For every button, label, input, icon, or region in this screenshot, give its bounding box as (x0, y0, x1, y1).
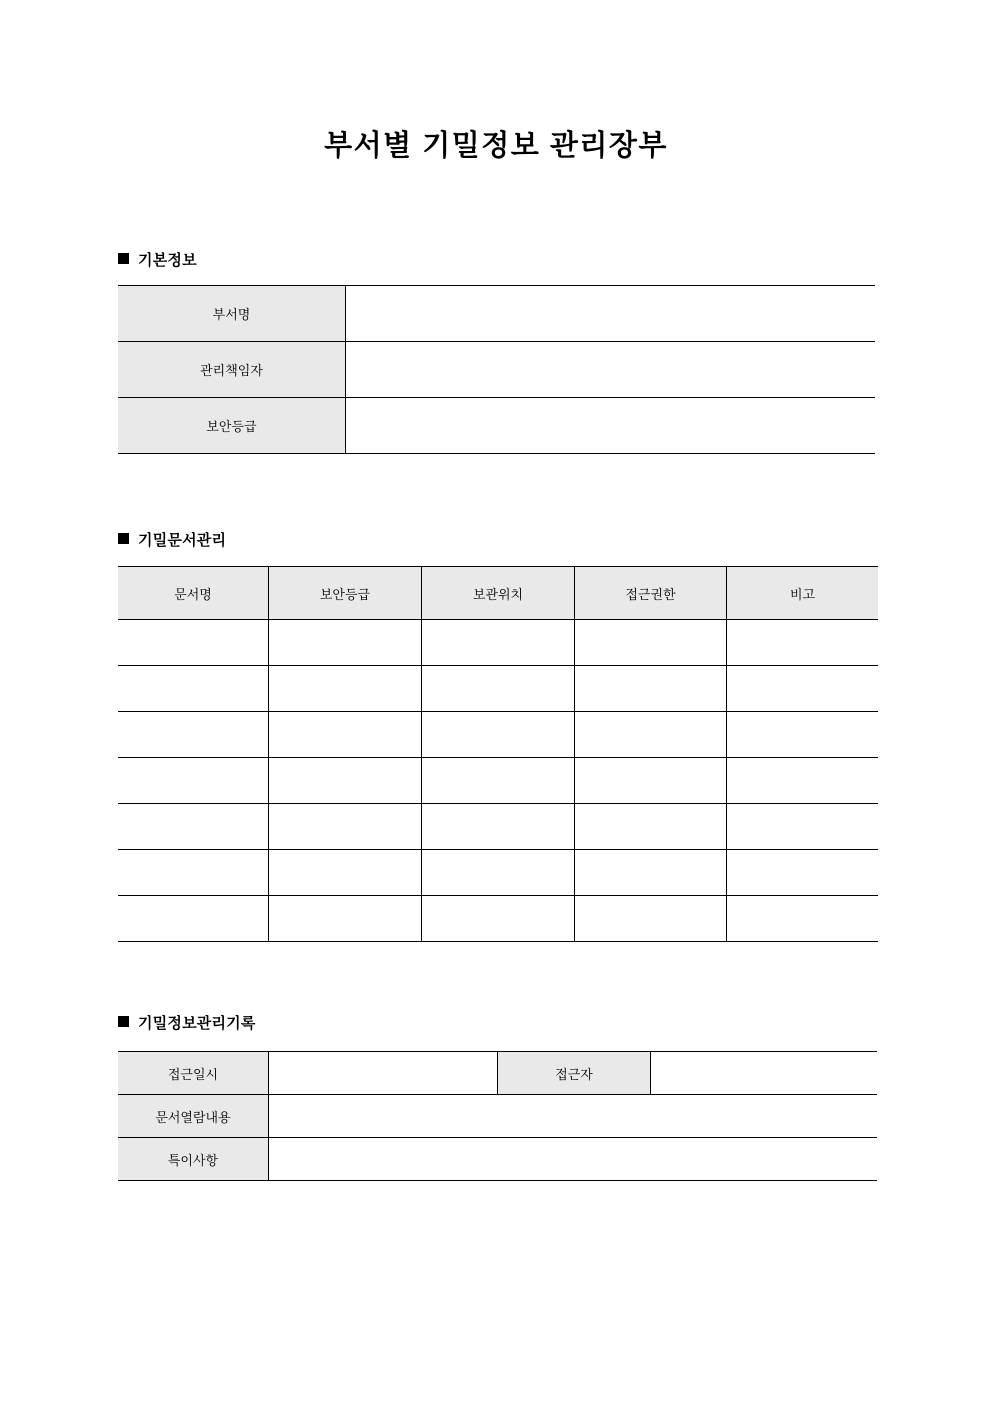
access-record-value-notes[interactable] (269, 1138, 878, 1181)
cell-storage-location[interactable] (422, 804, 575, 850)
access-record-value-datetime[interactable] (269, 1052, 498, 1095)
cell-remarks[interactable] (727, 620, 879, 666)
table-row (118, 1138, 877, 1181)
section-heading-document-management (118, 529, 226, 550)
cell-remarks[interactable] (727, 758, 879, 804)
basic-info-label-department: 부서명 (118, 286, 346, 342)
cell-remarks[interactable] (727, 850, 879, 896)
table-row (118, 850, 878, 896)
cell-access-authority[interactable] (575, 850, 727, 896)
table-row (118, 620, 878, 666)
cell-security-level[interactable] (269, 804, 422, 850)
square-bullet-icon (118, 1016, 129, 1027)
table-row (118, 896, 878, 942)
cell-remarks[interactable] (727, 666, 879, 712)
cell-access-authority[interactable] (575, 758, 727, 804)
table-row (118, 712, 878, 758)
cell-remarks[interactable] (727, 712, 879, 758)
section-heading-access-record-label: 기밀정보관리기록 (138, 1015, 256, 1032)
cell-access-authority[interactable] (575, 804, 727, 850)
basic-info-label-security-level: 보안등급 (118, 398, 346, 454)
column-header-security-level: 보안등급 (269, 567, 422, 620)
cell-access-authority[interactable] (575, 666, 727, 712)
cell-storage-location[interactable] (422, 896, 575, 942)
cell-security-level[interactable] (269, 666, 422, 712)
section-heading-basic-info-label: 기본정보 (138, 252, 197, 269)
cell-document-name[interactable] (118, 620, 269, 666)
cell-document-name[interactable] (118, 804, 269, 850)
cell-storage-location[interactable] (422, 666, 575, 712)
basic-info-value-security-level[interactable] (346, 398, 876, 454)
section-heading-access-record (118, 1012, 256, 1033)
cell-storage-location[interactable] (422, 712, 575, 758)
column-header-storage-location: 보관위치 (422, 567, 575, 620)
column-header-access-authority: 접근권한 (575, 567, 727, 620)
access-record-label-viewed-content: 문서열람내용 (118, 1095, 269, 1138)
cell-document-name[interactable] (118, 896, 269, 942)
cell-security-level[interactable] (269, 620, 422, 666)
page-title: 부서별 기밀정보 관리장부 (324, 130, 668, 162)
cell-document-name[interactable] (118, 850, 269, 896)
basic-info-value-department[interactable] (346, 286, 876, 342)
basic-info-label-manager: 관리책임자 (118, 342, 346, 398)
square-bullet-icon (118, 253, 129, 264)
table-row (118, 342, 875, 398)
table-row (118, 804, 878, 850)
table-row (118, 1052, 877, 1095)
cell-remarks[interactable] (727, 896, 879, 942)
column-header-document-name: 문서명 (118, 567, 269, 620)
document-management-table-body (118, 620, 878, 942)
access-record-label-accessor: 접근자 (498, 1052, 651, 1095)
square-bullet-icon (118, 533, 129, 544)
access-record-label-notes: 특이사항 (118, 1138, 269, 1181)
cell-storage-location[interactable] (422, 850, 575, 896)
cell-security-level[interactable] (269, 758, 422, 804)
access-record-value-accessor[interactable] (651, 1052, 878, 1095)
column-header-remarks: 비고 (727, 567, 879, 620)
basic-info-value-manager[interactable] (346, 342, 876, 398)
access-record-table (118, 1051, 877, 1181)
cell-document-name[interactable] (118, 712, 269, 758)
cell-document-name[interactable] (118, 666, 269, 712)
cell-security-level[interactable] (269, 896, 422, 942)
table-row (118, 398, 875, 454)
cell-storage-location[interactable] (422, 758, 575, 804)
table-row (118, 286, 875, 342)
table-row (118, 1095, 877, 1138)
cell-storage-location[interactable] (422, 620, 575, 666)
document-management-table (118, 566, 878, 942)
section-heading-basic-info (118, 249, 197, 270)
access-record-label-datetime: 접근일시 (118, 1052, 269, 1095)
basic-info-table (118, 285, 875, 454)
access-record-value-viewed-content[interactable] (269, 1095, 878, 1138)
table-row (118, 758, 878, 804)
cell-security-level[interactable] (269, 850, 422, 896)
cell-access-authority[interactable] (575, 712, 727, 758)
section-heading-document-management-label: 기밀문서관리 (138, 532, 227, 549)
cell-access-authority[interactable] (575, 620, 727, 666)
cell-remarks[interactable] (727, 804, 879, 850)
cell-access-authority[interactable] (575, 896, 727, 942)
cell-security-level[interactable] (269, 712, 422, 758)
table-header-row (118, 567, 878, 620)
cell-document-name[interactable] (118, 758, 269, 804)
table-row (118, 666, 878, 712)
